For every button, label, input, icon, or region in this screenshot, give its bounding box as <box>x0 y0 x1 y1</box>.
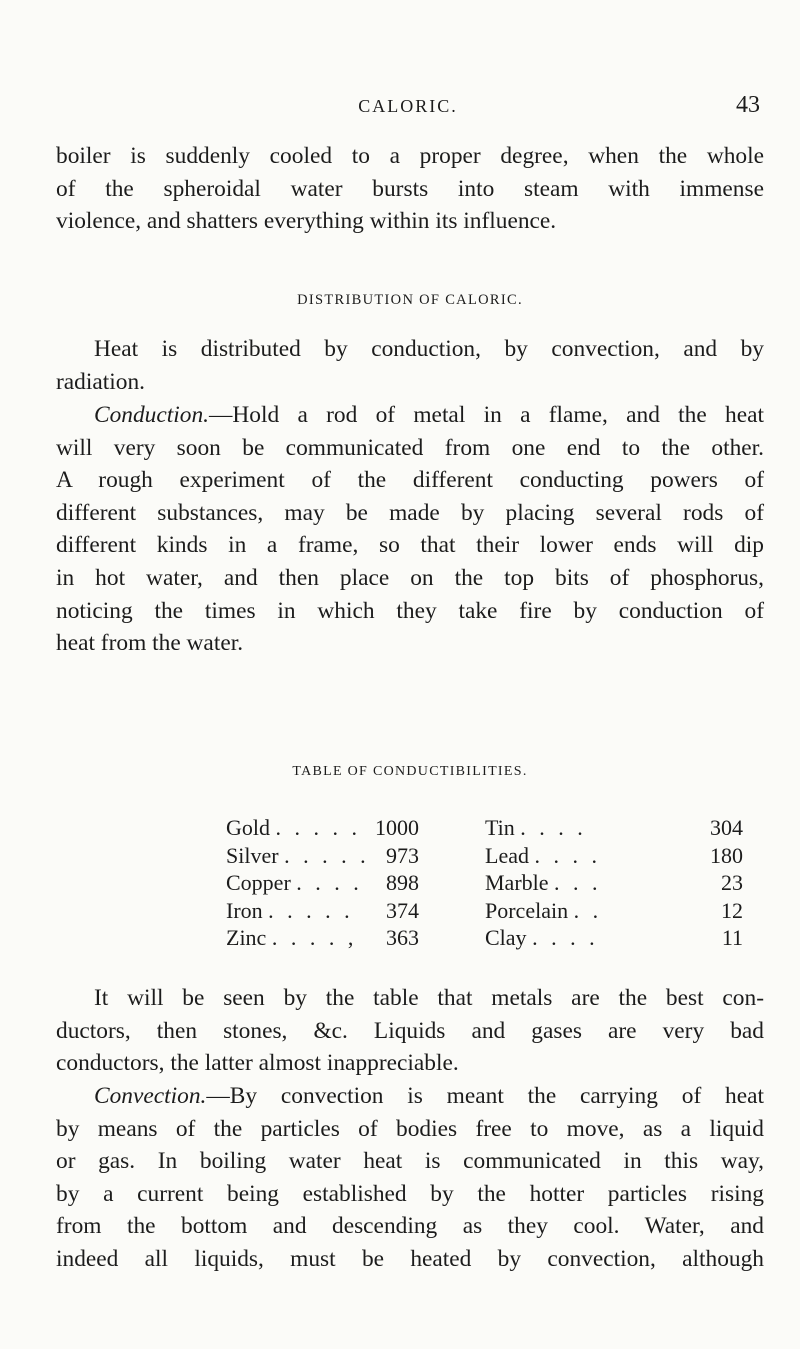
paragraph-spheroidal <box>56 140 764 238</box>
leader-dots: . . . . . <box>284 842 370 868</box>
substance-name: Clay <box>485 925 527 950</box>
paragraph-distribution <box>56 333 764 398</box>
text-line-rest: —By convection is meant the carrying of heat <box>206 1083 764 1109</box>
leader-dots: . . . . <box>520 815 587 840</box>
conductibility-value: 23 <box>721 870 743 895</box>
substance-name: Iron <box>226 897 263 923</box>
running-head <box>56 92 760 126</box>
text-line: noticing the times in which they take fire by conduction of <box>56 597 764 624</box>
text-line: by means of the particles of bodies free to move, as a liquid <box>56 1115 764 1142</box>
conductibility-value: 973 <box>386 842 419 868</box>
text-line: different kinds in a frame, so that their lower ends will dip <box>56 532 764 559</box>
substance-name: Gold <box>226 815 270 840</box>
text-line: It will be seen by the table that metals are the best con- <box>94 985 764 1011</box>
text-line: A rough experiment of the different conducting powers of <box>56 467 764 494</box>
substance-name: Marble <box>485 870 549 895</box>
text-line: of the spheroidal water bursts into steam with immense <box>56 175 764 202</box>
text-line: in hot water, and then place on the top bits of phosphorus, <box>56 564 764 591</box>
text-line: indeed all liquids, must be heated by convection, although <box>56 1245 764 1272</box>
paragraph-metals <box>56 982 764 1080</box>
table-row <box>226 843 766 871</box>
table-title: TABLE OF CONDUCTIBILITIES. <box>292 764 528 779</box>
conduction-lead: Conduction. <box>94 402 210 428</box>
substance-name: Porcelain <box>485 897 569 923</box>
running-title: CALORIC. <box>358 96 458 116</box>
conductibilities-table <box>226 815 766 953</box>
leader-dots: . . . <box>554 870 602 895</box>
leader-dots: . . . . <box>534 842 601 868</box>
conductibility-value: 304 <box>710 815 743 840</box>
leader-dots: . . . . , <box>271 925 358 950</box>
text-line: or gas. In boiling water heat is communicated in this way, <box>56 1148 764 1175</box>
text-line: Heat is distributed by conduction, by convection, and by <box>94 336 764 362</box>
text-line: heat from the water. <box>56 630 244 657</box>
table-row <box>226 815 766 843</box>
text-line <box>56 1080 764 1113</box>
substance-name: Silver <box>226 842 279 868</box>
table-row <box>226 925 766 953</box>
text-line: conductors, the latter almost inappreciable. <box>56 1050 459 1077</box>
conductibility-value: 11 <box>721 925 743 950</box>
text-line: radiation. <box>56 368 145 395</box>
substance-name: Tin <box>485 815 515 840</box>
text-line-rest: —Hold a rod of metal in a flame, and the heat <box>209 402 764 428</box>
leader-dots: . . . . . <box>275 815 361 840</box>
conductibility-value: 12 <box>721 897 743 923</box>
paragraph-convection <box>56 1080 764 1276</box>
leader-dots: . . <box>573 897 603 923</box>
text-line: violence, and shatters everything within its influence. <box>56 208 557 235</box>
leader-dots: . . . . <box>296 870 363 895</box>
conductibility-value: 374 <box>386 897 419 923</box>
text-line: by a current being established by the hotter particles rising <box>56 1180 764 1207</box>
substance-name: Copper <box>226 870 291 895</box>
text-line: will very soon be communicated from one end to the other. <box>56 434 764 461</box>
substance-name: Zinc <box>226 925 267 950</box>
conductibility-value: 898 <box>386 870 419 895</box>
text-line <box>56 399 764 432</box>
text-line: different substances, may be made by placing several rods of <box>56 499 764 526</box>
table-row <box>226 870 766 898</box>
table-row <box>226 898 766 926</box>
page-number: 43 <box>736 92 760 118</box>
text-line: ductors, then stones, &c. Liquids and gases are very bad <box>56 1017 764 1044</box>
conductibility-value: 180 <box>710 842 743 868</box>
text-line: from the bottom and descending as they cool. Water, and <box>56 1213 764 1240</box>
leader-dots: . . . . . <box>268 897 354 923</box>
section-heading-distribution: DISTRIBUTION OF CALORIC. <box>297 292 523 308</box>
convection-lead: Convection. <box>94 1083 207 1109</box>
conductibility-value: 363 <box>386 925 419 950</box>
text-line: boiler is suddenly cooled to a proper degree, when the whole <box>56 143 764 169</box>
conductibility-value: 1000 <box>375 815 419 840</box>
leader-dots: . . . . <box>532 925 599 950</box>
substance-name: Lead <box>485 842 529 868</box>
paragraph-conduction <box>56 399 764 660</box>
